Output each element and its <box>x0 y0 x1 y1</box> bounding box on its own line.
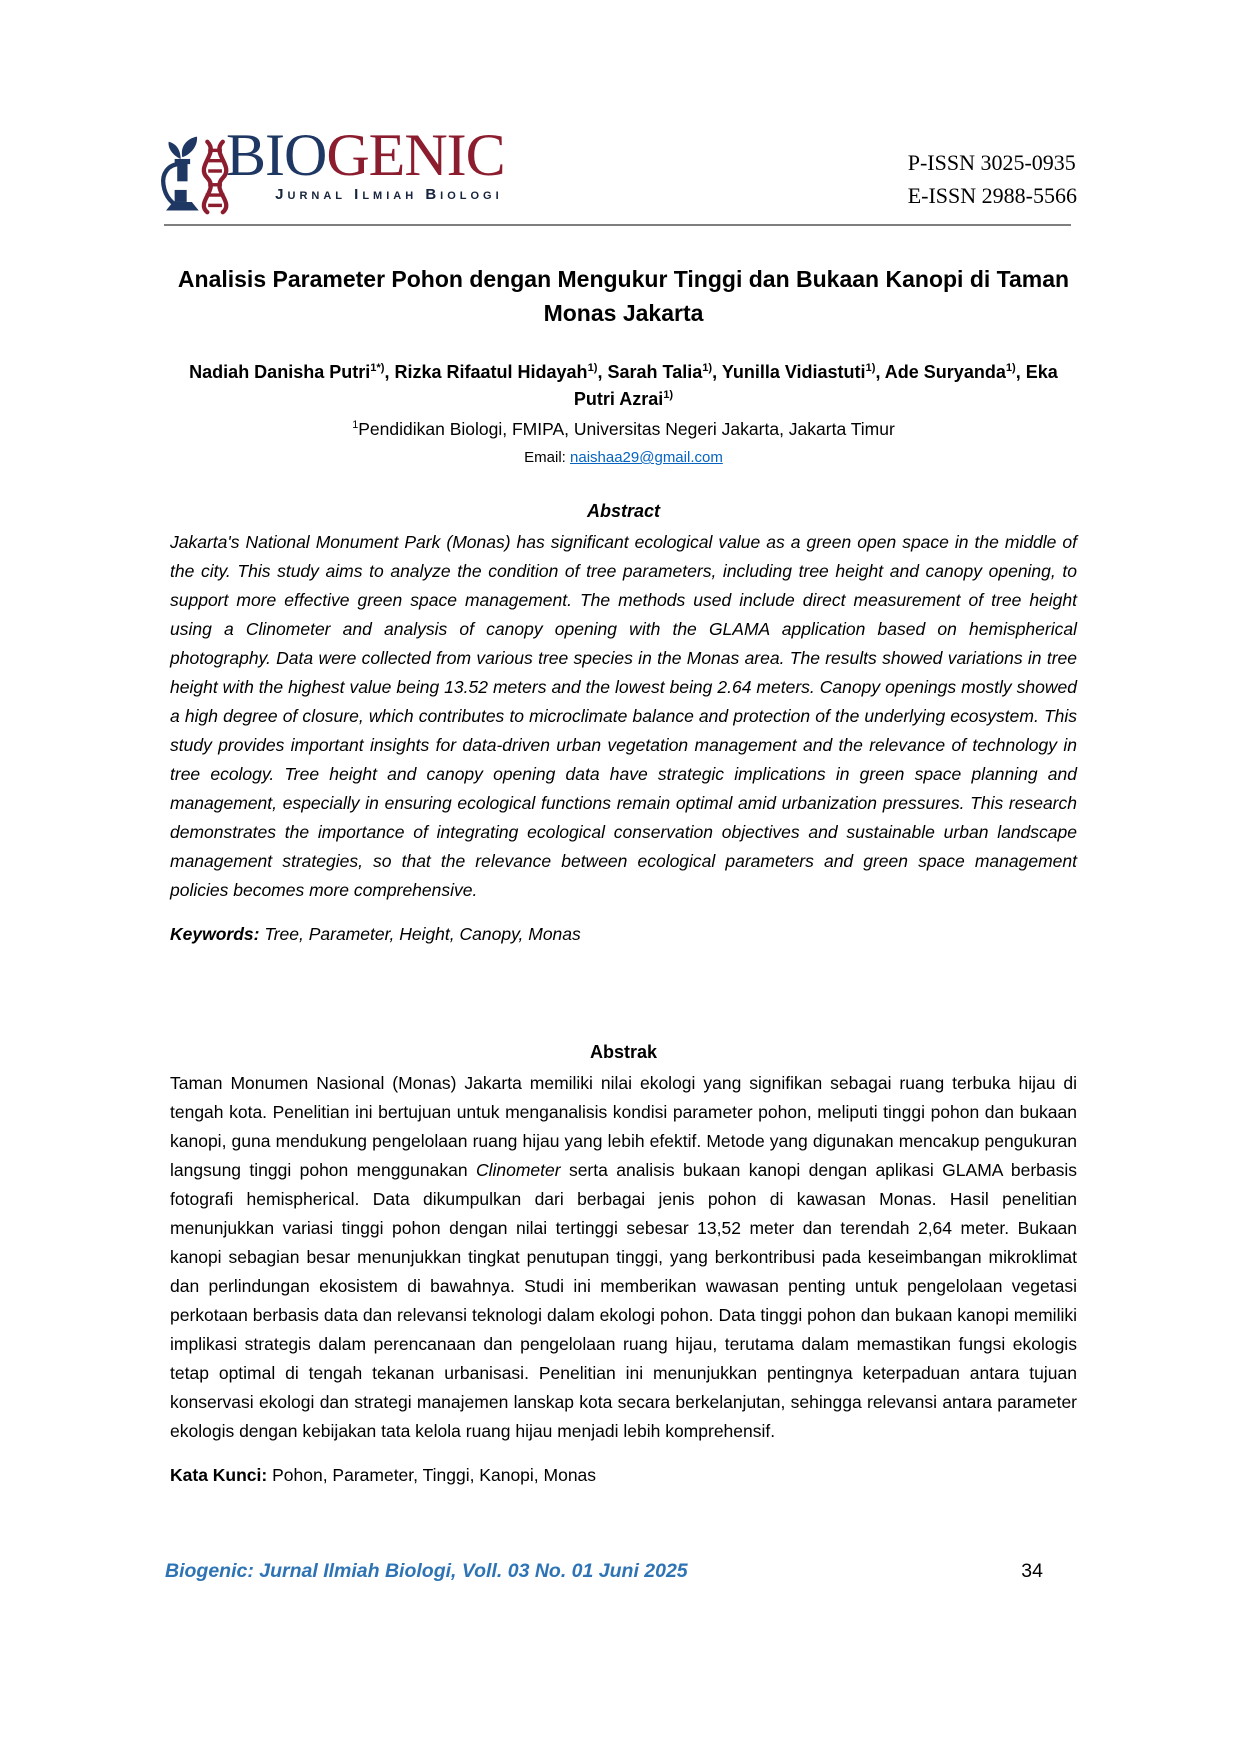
header-divider <box>164 224 1071 226</box>
article-title: Analisis Parameter Pohon dengan Mengukur Tinggi dan Bukaan Kanopi di Taman Monas Jakarta <box>177 266 1070 326</box>
e-issn: E-ISSN 2988-5566 <box>907 183 1077 208</box>
email-label: Email: <box>524 449 571 466</box>
abstract-heading: Abstract <box>586 501 661 521</box>
page-footer <box>0 1560 1241 1583</box>
footer-page-number: 34 <box>1021 1560 1043 1582</box>
keywords-line <box>170 920 1077 949</box>
keywords-value: Tree, Parameter, Height, Canopy, Monas <box>259 924 581 944</box>
author-superscript: 1) <box>587 362 598 374</box>
author-superscript: 1) <box>865 362 876 374</box>
abstrak-body: Taman Monumen Nasional (Monas) Jakarta memiliki nilai ekologi yang signifikan sebagai ruang terbuka hijau di tengah kota. Penelitian ini bertujuan untuk menganalisis kondisi parameter pohon, meliputi tinggi pohon dan bukaan kanopi, guna mendukung pengelolaan ruang hijau yang lebih efektif. Metode yang digunakan mencakup pengukuran langsung tinggi pohon menggunakan Clinometer serta analisis bukaan kanopi dengan aplikasi GLAMA berbasis fotografi hemispherical. Data dikumpulkan dari berbagai jenis pohon di kawasan Monas. Hasil penelitian menunjukkan variasi tinggi pohon dengan nilai tertinggi sebesar 13,52 meter dan terendah 2,64 meter. Bukaan kanopi sebagian besar menunjukkan tingkat penutupan tinggi, yang berkontribusi pada keseimbangan mikroklimat dan perlindungan ekosistem di bawahnya. Studi ini memberikan wawasan penting untuk pengelolaan vegetasi perkotaan berbasis data dan relevansi teknologi dalam ekologi pohon. Data tinggi pohon dan bukaan kanopi memiliki implikasi strategis dalam perencanaan dan pengelolaan ruang hijau, terutama dalam memastikan fungsi ekologis tetap optimal di tengah tekanan urbanisasi. Penelitian ini menunjukkan pentingnya keterpaduan antara tujuan konservasi ekologi dan strategi manajemen lanskap kota secara berkelanjutan, sehingga relevansi antara parameter ekologis dengan kebijakan tata kelola ruang hijau menjadi lebih komprehensif. <box>170 1073 1078 1441</box>
author-superscript: 1*) <box>370 362 385 374</box>
abstrak-heading: Abstrak <box>589 1042 658 1062</box>
section-gap <box>170 949 1077 1009</box>
logo-text <box>226 124 505 203</box>
author-superscript: 1) <box>663 389 674 401</box>
email-line <box>170 447 1077 468</box>
issn-block <box>908 146 1077 212</box>
abstract-body: Jakarta's National Monument Park (Monas) has significant ecological value as a green open space in the middle of the city. This study aims to analyze the condition of tree parameters, including tree height and canopy opening, to support more effective green space management. The methods used include direct measurement of tree height using a Clinometer and analysis of canopy opening with the GLAMA application based on hemispherical photography. Data were collected from various tree species in the Monas area. The results showed variations in tree height with the highest value being 13.52 meters and the lowest being 2.64 meters. Canopy openings mostly showed a high degree of closure, which contributes to microclimate balance and protection of the underlying ecosystem. This study provides important insights for data-driven urban vegetation management and the relevance of technology in tree ecology. Tree height and canopy opening data have strategic implications in green space planning and management, especially in ensuring ecological functions remain optimal amid urbanization pressures. This research demonstrates the importance of integrating ecological conservation objectives and sustainable urban landscape management strategies, so that the relevance between ecological parameters and green space management policies becomes more comprehensive. <box>170 532 1077 900</box>
p-issn: P-ISSN 3025-0935 <box>907 150 1076 175</box>
footer-journal-line: Biogenic: Jurnal Ilmiah Biologi, Voll. 03 No. 01 Juni 2025 <box>165 1560 688 1582</box>
affiliation-line <box>170 417 1077 442</box>
kata-kunci-value: Pohon, Parameter, Tinggi, Kanopi, Monas <box>267 1465 597 1485</box>
italic-term: Clinometer <box>475 1160 561 1180</box>
author: Nadiah Danisha Putri$^{1*)}$, <box>189 362 395 382</box>
keywords-label: Keywords: <box>170 924 260 944</box>
authors-line <box>170 359 1077 413</box>
author-superscript: 1) <box>1005 362 1016 374</box>
author: Yunilla Vidiastuti$^{1)}$, <box>721 362 885 382</box>
logo-subtitle: Jurnal Ilmiah Biologi <box>275 186 503 203</box>
affiliation-text: Pendidikan Biologi, FMIPA, Universitas Negeri Jakarta, Jakarta Timur <box>358 419 895 439</box>
logo-word-bio: BIO <box>226 122 327 188</box>
logo-wordmark <box>226 124 505 186</box>
logo-word-genic: GENIC <box>326 122 505 188</box>
email-link[interactable]: naishaa29@gmail.com <box>570 449 723 466</box>
author: Ade Suryanda$^{1)}$, <box>884 362 1026 382</box>
biogenic-logo <box>154 124 505 216</box>
affiliation-superscript: 1 <box>352 419 359 432</box>
author-superscript: 1) <box>702 362 713 374</box>
page-header <box>170 0 1077 216</box>
author: Eka Putri Azrai$^{1)}$ <box>573 362 1058 409</box>
kata-kunci-label: Kata Kunci: <box>170 1465 268 1485</box>
author: Rizka Rifaatul Hidayah$^{1)}$, <box>394 362 608 382</box>
author: Sarah Talia$^{1)}$, <box>607 362 722 382</box>
kata-kunci-line <box>170 1461 1077 1490</box>
